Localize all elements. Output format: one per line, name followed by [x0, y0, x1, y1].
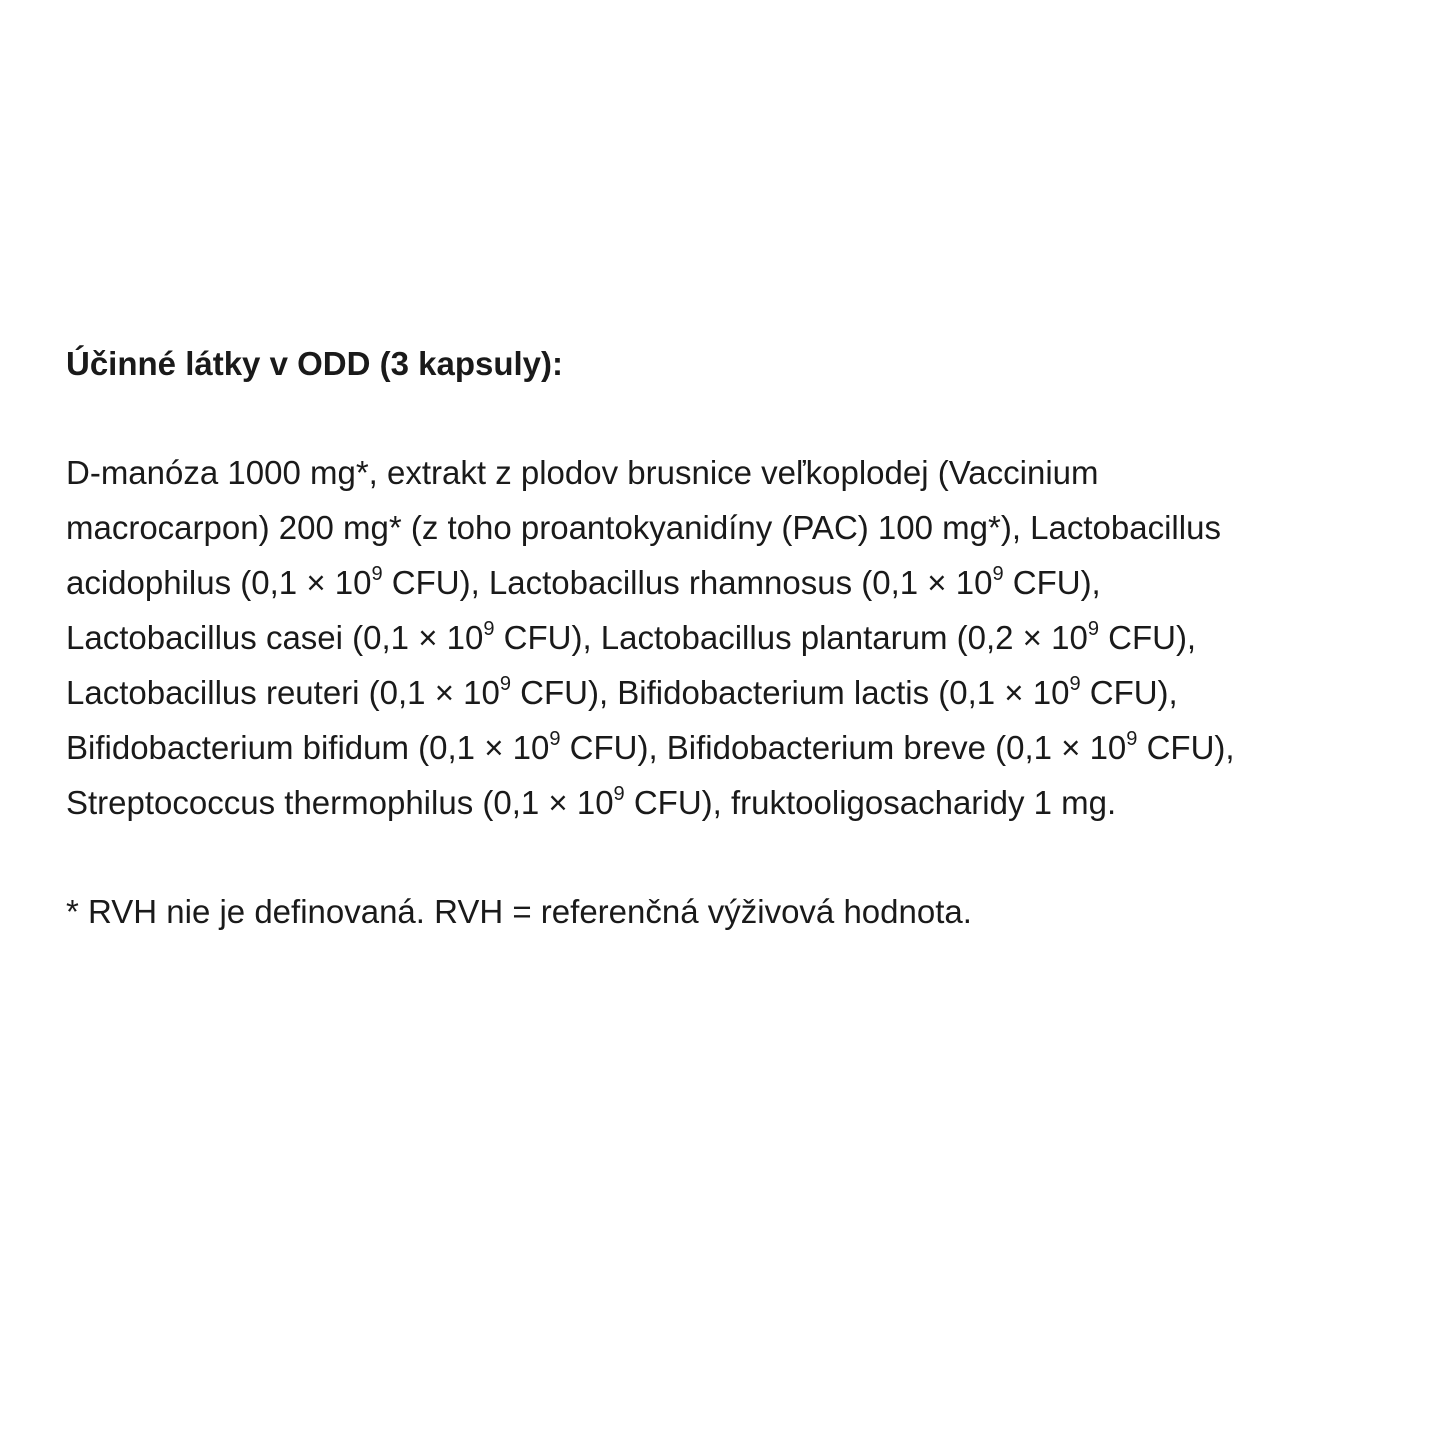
exponent: 9 [1087, 618, 1099, 640]
line-text: CFU), [1003, 564, 1101, 601]
line-text: Lactobacillus reuteri (0,1 × 10 [66, 674, 500, 711]
ingredients-paragraph [66, 445, 1386, 830]
ingredients-line: D-manóza 1000 mg*, extrakt z plodov brusnice veľkoplodej (Vaccinium [66, 454, 1099, 491]
exponent: 9 [371, 563, 383, 585]
exponent: 9 [499, 673, 511, 695]
line-text: CFU), Bifidobacterium breve (0,1 × 10 [560, 729, 1127, 766]
line-text: CFU), fruktooligosacharidy 1 mg. [624, 784, 1117, 821]
exponent: 9 [613, 783, 625, 805]
exponent: 9 [992, 563, 1004, 585]
line-text: acidophilus (0,1 × 10 [66, 564, 372, 601]
exponent: 9 [1069, 673, 1081, 695]
exponent: 9 [483, 618, 495, 640]
line-text: CFU), Lactobacillus plantarum (0,2 × 10 [494, 619, 1088, 656]
line-text: CFU), [1080, 674, 1178, 711]
ingredients-line [66, 555, 1386, 610]
ingredients-line [66, 665, 1386, 720]
line-text: CFU), [1098, 619, 1197, 656]
line-text: CFU), Lactobacillus rhamnosus (0,1 × 10 [382, 564, 993, 601]
footnote: * RVH nie je definovaná. RVH = referenčná výživová hodnota. [66, 893, 972, 930]
line-text: Lactobacillus casei (0,1 × 10 [66, 619, 484, 656]
ingredients-heading: Účinné látky v ODD (3 kapsuly): [66, 345, 563, 382]
ingredients-line: macrocarpon) 200 mg* (z toho proantokyanidíny (PAC) 100 mg*), Lactobacillus [66, 509, 1221, 546]
exponent: 9 [1126, 728, 1138, 750]
ingredients-line [66, 720, 1386, 775]
line-text: CFU), [1137, 729, 1235, 766]
line-text: Bifidobacterium bifidum (0,1 × 10 [66, 729, 550, 766]
ingredients-line [66, 775, 1386, 830]
line-text: Streptococcus thermophilus (0,1 × 10 [66, 784, 614, 821]
line-text: CFU), Bifidobacterium lactis (0,1 × 10 [510, 674, 1070, 711]
exponent: 9 [549, 728, 561, 750]
ingredients-line [66, 610, 1386, 665]
